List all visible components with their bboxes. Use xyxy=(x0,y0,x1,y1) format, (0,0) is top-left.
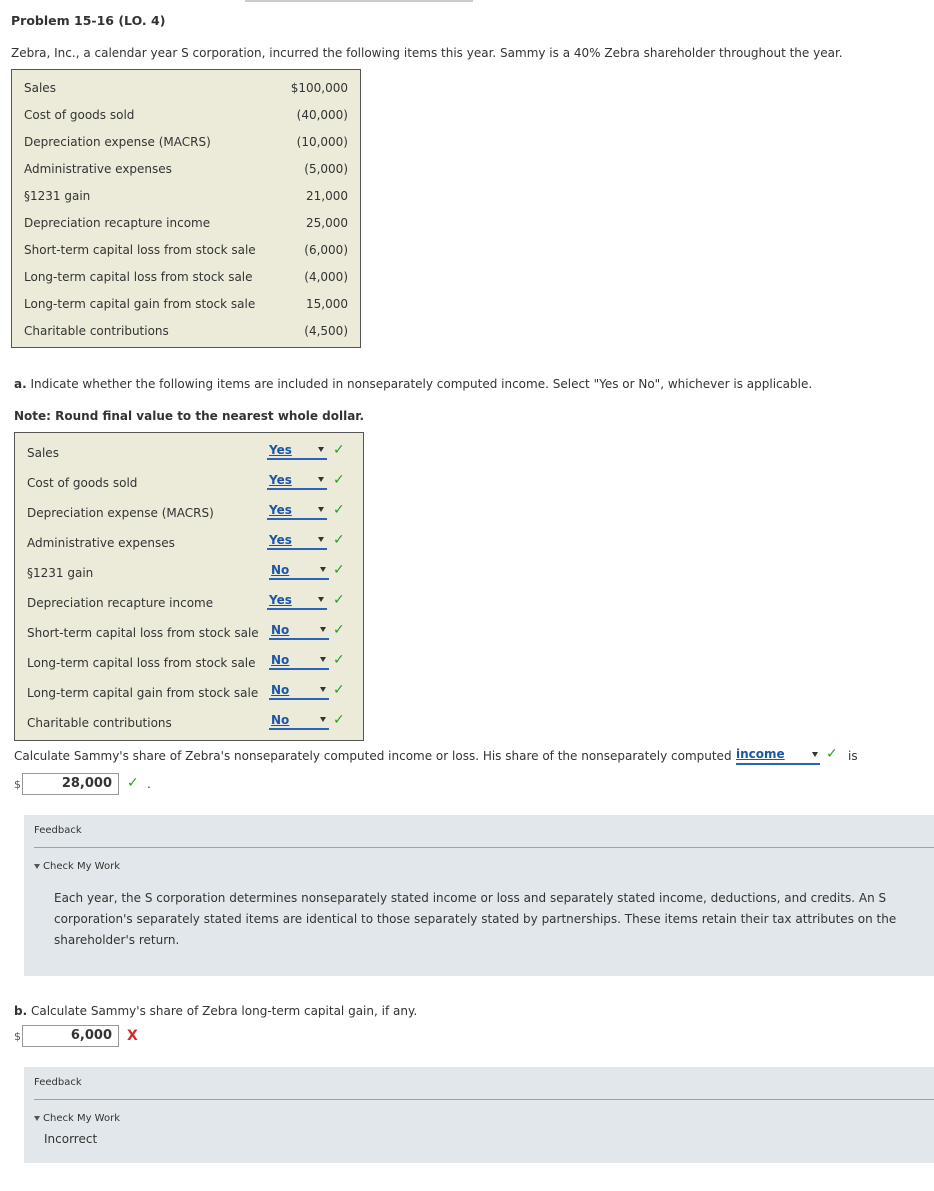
check-my-work-label: Check My Work xyxy=(43,861,120,872)
incorrect-x-icon: X xyxy=(127,1028,138,1044)
item-label: Short-term capital loss from stock sale xyxy=(24,242,256,257)
is-text: is xyxy=(848,749,858,763)
item-value: $100,000 xyxy=(290,80,348,95)
dropdown-value: Yes xyxy=(269,533,292,547)
yes-no-dropdown[interactable] xyxy=(267,502,327,520)
dropdown-value: No xyxy=(271,653,290,667)
item-value: (4,000) xyxy=(304,269,348,284)
item-value: (6,000) xyxy=(304,242,348,257)
checkmark-icon: ✓ xyxy=(333,562,345,578)
chevron-down-icon xyxy=(318,597,324,602)
item-label: Depreciation recapture income xyxy=(24,215,211,230)
given-row xyxy=(24,236,348,263)
chevron-down-icon xyxy=(320,687,326,692)
item-value: 15,000 xyxy=(306,296,348,311)
rounding-note: Note: Round final value to the nearest whole dollar. xyxy=(14,409,365,423)
part-a-instruction-text: Indicate whether the following items are included in nonseparately computed income. Select "Yes or No", whichever is applicable. xyxy=(26,377,813,391)
answer-row xyxy=(27,622,363,644)
given-row xyxy=(24,290,348,317)
nonseparate-income-input[interactable]: 28,000 xyxy=(22,773,119,795)
checkmark-icon: ✓ xyxy=(333,472,345,488)
yes-no-dropdown[interactable] xyxy=(267,472,327,490)
feedback-divider xyxy=(34,1099,934,1100)
dropdown-value: Yes xyxy=(269,593,292,607)
chevron-down-icon xyxy=(318,477,324,482)
given-row xyxy=(24,74,348,101)
answer-label: Charitable contributions xyxy=(27,716,172,730)
answer-label: Administrative expenses xyxy=(27,536,175,550)
given-row xyxy=(24,209,348,236)
checkmark-icon: ✓ xyxy=(826,746,838,762)
given-row xyxy=(24,101,348,128)
item-label: Cost of goods sold xyxy=(24,107,135,122)
answer-row xyxy=(27,502,363,524)
checkmark-icon: ✓ xyxy=(333,502,345,518)
chevron-down-icon xyxy=(318,537,324,542)
answer-row xyxy=(27,712,363,734)
problem-title: Problem 15-16 (LO. 4) xyxy=(11,13,166,28)
answer-label: Sales xyxy=(27,446,59,460)
yes-no-dropdown[interactable] xyxy=(267,442,327,460)
yes-no-dropdown[interactable] xyxy=(269,622,329,640)
ltcg-share-input[interactable]: 6,000 xyxy=(22,1025,119,1047)
feedback-label: Feedback xyxy=(34,1077,82,1088)
chevron-down-icon xyxy=(320,657,326,662)
given-row xyxy=(24,263,348,290)
answer-label: Depreciation expense (MACRS) xyxy=(27,506,214,520)
yes-no-dropdown[interactable] xyxy=(269,652,329,670)
item-label: Long-term capital gain from stock sale xyxy=(24,296,256,311)
part-b-prefix: b. xyxy=(14,1004,28,1018)
checkmark-icon: ✓ xyxy=(333,532,345,548)
dropdown-value: No xyxy=(271,623,290,637)
dropdown-value: No xyxy=(271,683,290,697)
dropdown-value: Yes xyxy=(269,443,292,457)
check-my-work-label: Check My Work xyxy=(43,1113,120,1124)
dropdown-value: No xyxy=(271,713,290,727)
given-row xyxy=(24,155,348,182)
dropdown-value: Yes xyxy=(269,503,292,517)
feedback-text: Incorrect xyxy=(44,1132,98,1146)
checkmark-icon: ✓ xyxy=(333,712,345,728)
dropdown-value: No xyxy=(271,563,290,577)
answer-row xyxy=(27,472,363,494)
answer-row xyxy=(27,682,363,704)
dollar-sign: $ xyxy=(14,778,21,791)
given-row xyxy=(24,317,348,344)
given-items-table xyxy=(11,69,361,348)
income-loss-dropdown[interactable] xyxy=(736,747,820,765)
checkmark-icon: ✓ xyxy=(333,652,345,668)
calc-instruction: Calculate Sammy's share of Zebra's nonseparately computed income or loss. His share of the nonseparately computed xyxy=(14,749,732,763)
answers-table xyxy=(14,432,364,741)
yes-no-dropdown[interactable] xyxy=(269,682,329,700)
answer-label: §1231 gain xyxy=(27,566,94,580)
part-b-instruction xyxy=(14,1004,417,1018)
dropdown-value: income xyxy=(736,747,785,761)
item-label: Long-term capital loss from stock sale xyxy=(24,269,253,284)
item-value: (40,000) xyxy=(296,107,348,122)
feedback-text: Each year, the S corporation determines nonseparately stated income or loss and separately stated income, deductions, and credits. An S corporation's separately stated items are identical to those separately stated by partnerships. These items retain their tax attributes on the shareholder's return. xyxy=(54,891,897,947)
triangle-down-icon xyxy=(34,1116,40,1121)
item-value: (4,500) xyxy=(304,323,348,338)
checkmark-icon: ✓ xyxy=(127,775,139,791)
chevron-down-icon xyxy=(320,717,326,722)
feedback-divider xyxy=(34,847,934,848)
triangle-down-icon xyxy=(34,864,40,869)
answer-row xyxy=(27,562,363,584)
chevron-down-icon xyxy=(812,752,818,757)
item-value: (5,000) xyxy=(304,161,348,176)
yes-no-dropdown[interactable] xyxy=(267,592,327,610)
checkmark-icon: ✓ xyxy=(333,622,345,638)
problem-intro: Zebra, Inc., a calendar year S corporation, incurred the following items this year. Sammy is a 40% Zebra shareholder throughout the year. xyxy=(11,46,843,60)
yes-no-dropdown[interactable] xyxy=(269,712,329,730)
answer-row xyxy=(27,442,363,464)
feedback-panel xyxy=(24,1067,934,1163)
check-my-work-toggle[interactable] xyxy=(34,861,120,872)
feedback-panel xyxy=(24,815,934,976)
item-value: 25,000 xyxy=(306,215,348,230)
part-a-instruction xyxy=(14,377,812,391)
yes-no-dropdown[interactable] xyxy=(269,562,329,580)
checkmark-icon: ✓ xyxy=(333,592,345,608)
item-label: Sales xyxy=(24,80,56,95)
dollar-sign: $ xyxy=(14,1030,21,1043)
answer-label: Long-term capital loss from stock sale xyxy=(27,656,256,670)
chevron-down-icon xyxy=(318,447,324,452)
answer-label: Long-term capital gain from stock sale xyxy=(27,686,259,700)
answer-row xyxy=(27,532,363,554)
sentence-period: . xyxy=(147,777,151,791)
check-my-work-toggle[interactable] xyxy=(34,1113,120,1124)
feedback-label: Feedback xyxy=(34,825,82,836)
item-label: Depreciation expense (MACRS) xyxy=(24,134,211,149)
checkmark-icon: ✓ xyxy=(333,682,345,698)
item-value: (10,000) xyxy=(296,134,348,149)
yes-no-dropdown[interactable] xyxy=(267,532,327,550)
dropdown-value: Yes xyxy=(269,473,292,487)
top-divider xyxy=(245,0,473,2)
item-value: 21,000 xyxy=(306,188,348,203)
chevron-down-icon xyxy=(320,627,326,632)
checkmark-icon: ✓ xyxy=(333,442,345,458)
item-label: Administrative expenses xyxy=(24,161,172,176)
answer-label: Depreciation recapture income xyxy=(27,596,214,610)
item-label: §1231 gain xyxy=(24,188,91,203)
answer-row xyxy=(27,652,363,674)
part-a-prefix: a. xyxy=(14,377,27,391)
chevron-down-icon xyxy=(318,507,324,512)
answer-row xyxy=(27,592,363,614)
given-row xyxy=(24,128,348,155)
answer-label: Cost of goods sold xyxy=(27,476,138,490)
chevron-down-icon xyxy=(320,567,326,572)
part-b-instruction-text: Calculate Sammy's share of Zebra long-term capital gain, if any. xyxy=(27,1004,418,1018)
item-label: Charitable contributions xyxy=(24,323,169,338)
given-row xyxy=(24,182,348,209)
answer-label: Short-term capital loss from stock sale xyxy=(27,626,259,640)
